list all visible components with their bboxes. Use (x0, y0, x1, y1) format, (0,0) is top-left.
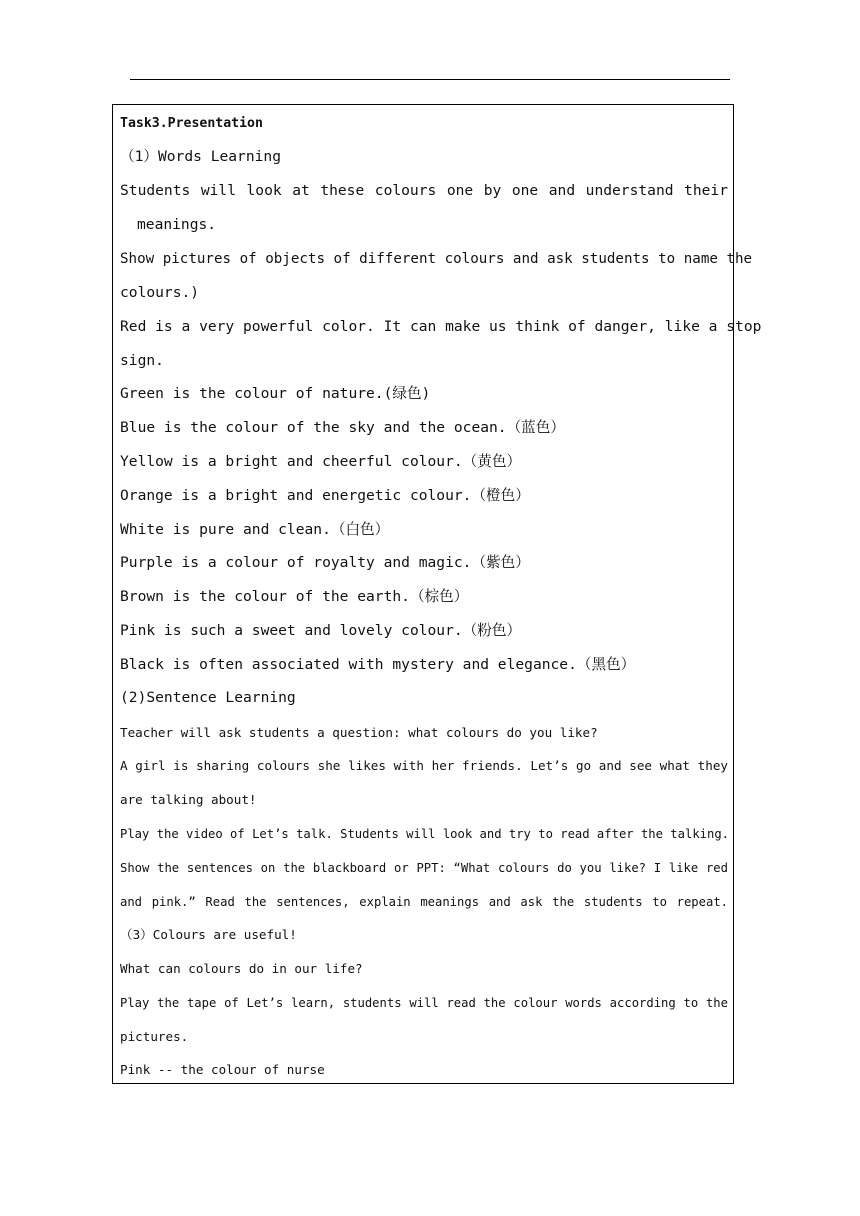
text-line: Brown is the colour of the earth.（棕色） (120, 588, 469, 605)
text-line: Yellow is a bright and cheerful colour.（黄色） (120, 453, 522, 470)
text-line: Pink is such a sweet and lovely colour.（粉色） (120, 622, 522, 639)
lesson-content-box (112, 104, 762, 1084)
subheading-words-learning: （1）Words Learning (120, 148, 281, 165)
subheading-colours-useful: （3）Colours are useful! (120, 927, 297, 942)
text-line: Blue is the colour of the sky and the ocean.（蓝色） (120, 419, 565, 436)
text-line: pictures. (120, 1029, 189, 1044)
text-line: Orange is a bright and energetic colour.（橙色） (120, 487, 530, 504)
text-line: What can colours do in our life? (120, 961, 363, 976)
subheading-sentence-learning: (2)Sentence Learning (120, 689, 296, 706)
text-line: colours.) (120, 284, 200, 301)
text-line: Play the tape of Let’s learn, students will read the colour words according to the (120, 996, 728, 1010)
text-line: and pink.” Read the sentences, explain meanings and ask the students to repeat. (120, 895, 728, 909)
section-title: Task3.Presentation (120, 116, 263, 131)
text-line: Black is often associated with mystery and elegance.（黑色） (120, 656, 636, 673)
text-line: Pink -- the colour of nurse (120, 1062, 325, 1077)
text-line: Show the sentences on the blackboard or PPT: “What colours do you like? I like red (120, 861, 728, 875)
text-line: Red is a very powerful color. It can make us think of danger, like a stop (120, 318, 762, 335)
text-line: Students will look at these colours one by one and understand their (120, 182, 728, 199)
text-line: A girl is sharing colours she likes with her friends. Let’s go and see what they (120, 758, 728, 773)
text-line: Teacher will ask students a question: what colours do you like? (120, 725, 598, 740)
text-line: Play the video of Let’s talk. Students will look and try to read after the talking. (120, 827, 730, 841)
header-rule (130, 79, 730, 80)
text-line: are talking about! (120, 792, 257, 807)
text-line: Green is the colour of nature.(绿色) (120, 385, 431, 402)
text-line: meanings. (137, 216, 217, 233)
text-line: White is pure and clean.（白色） (120, 521, 390, 538)
text-line: sign. (120, 352, 164, 369)
text-line: Purple is a colour of royalty and magic.（紫色） (120, 554, 530, 571)
text-line: Show pictures of objects of different colours and ask students to name the (120, 251, 753, 267)
